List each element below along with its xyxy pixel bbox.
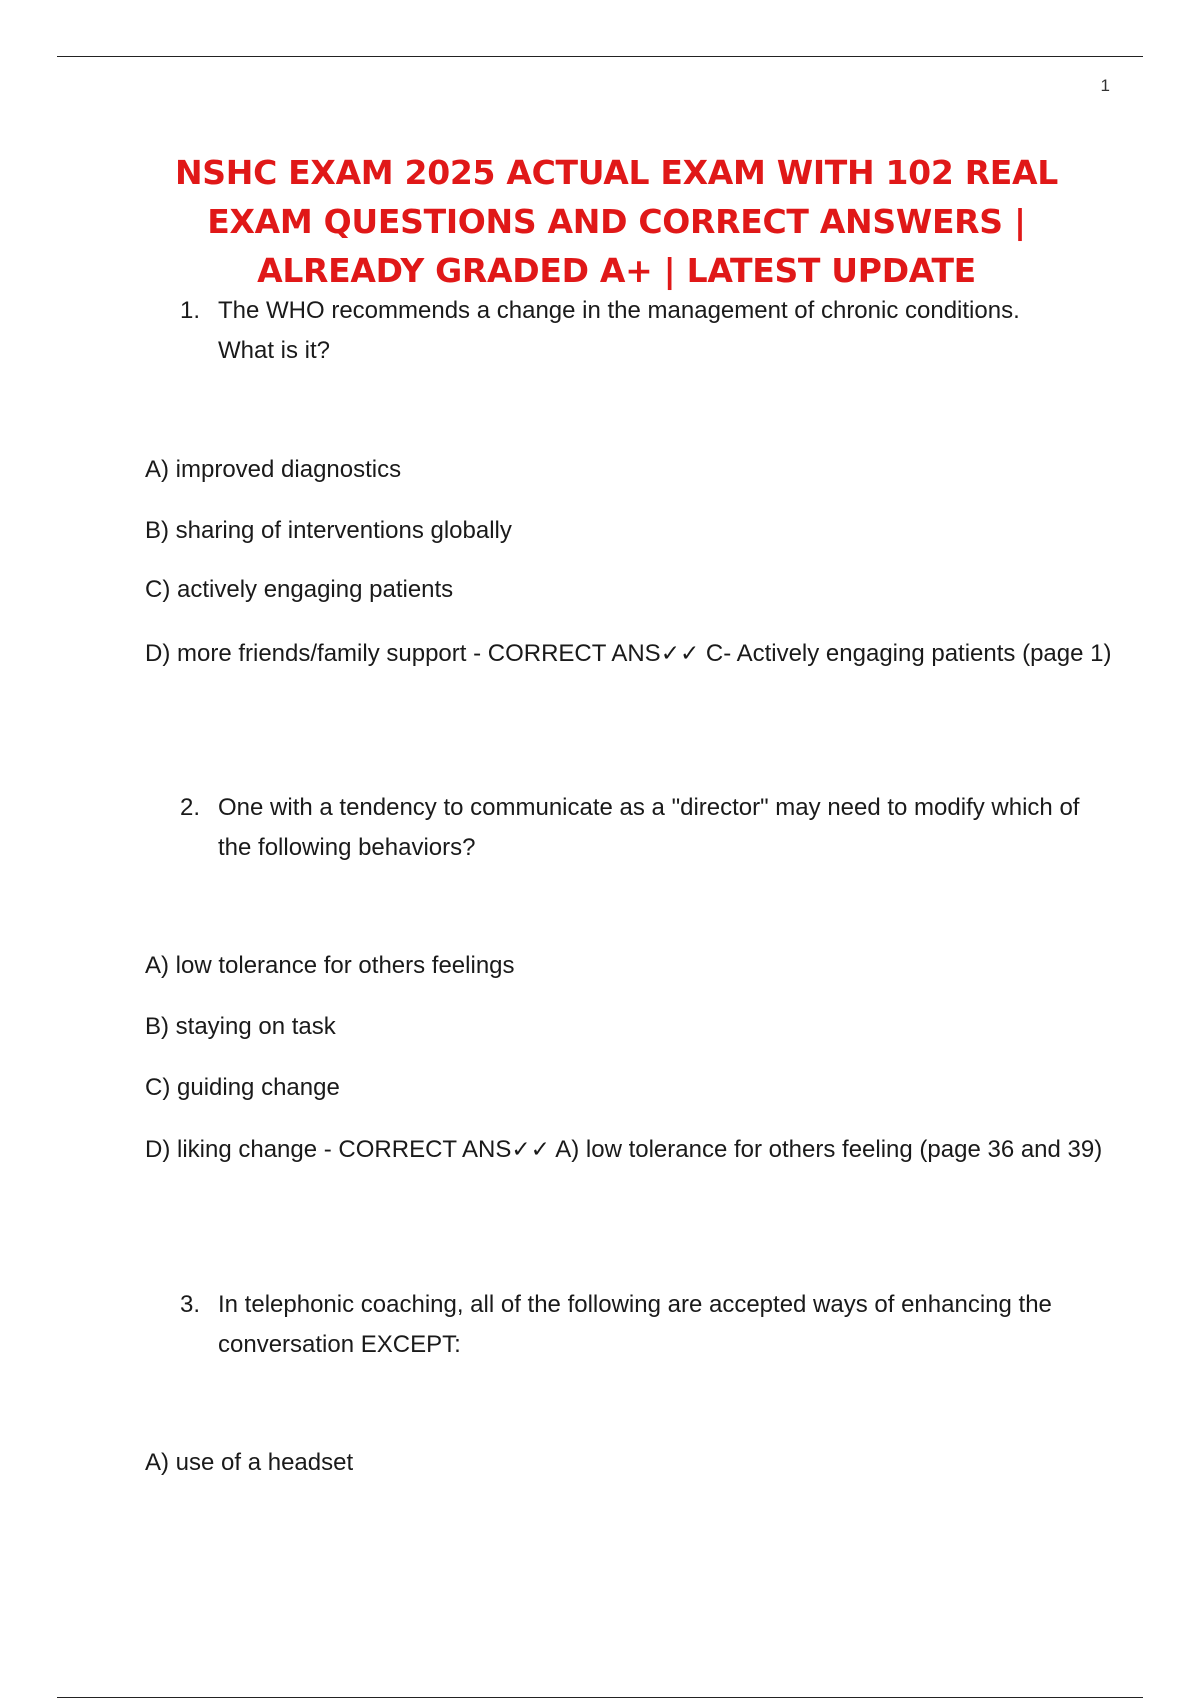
correct-answer: C- Actively engaging patients (page 1)	[699, 640, 1112, 667]
option-c: C) actively engaging patients	[145, 576, 454, 603]
option-a: A) low tolerance for others feelings	[145, 952, 515, 979]
page-number: 1	[1100, 76, 1110, 95]
option-d-text: D) liking change - CORRECT ANS	[145, 1136, 512, 1163]
option-d-text: D) more friends/family support - CORRECT ANS	[145, 640, 661, 667]
correct-answer: A) low tolerance for others feeling (page 36 and 39)	[549, 1136, 1103, 1163]
option-a: A) improved diagnostics	[145, 456, 402, 483]
document-title: NSHC EXAM 2025 ACTUAL EXAM WITH 102 REAL EXAM QUESTIONS AND CORRECT ANSWERS | ALREADY GRADED A+ | LATEST UPDATE	[174, 153, 1059, 290]
option-b: B) sharing of interventions globally	[145, 517, 512, 544]
option-d-with-answer	[145, 637, 1127, 671]
checkmark-icon: ✓✓	[660, 641, 700, 667]
option-b: B) staying on task	[145, 1013, 336, 1040]
bottom-rule	[57, 1697, 1143, 1698]
question-number: 3.	[180, 1291, 201, 1318]
option-a: A) use of a headset	[145, 1449, 354, 1476]
question-number: 1.	[180, 297, 201, 324]
question-2	[180, 788, 1080, 868]
checkmark-icon: ✓✓	[511, 1137, 550, 1163]
question-1	[180, 291, 1080, 371]
question-text: One with a tendency to communicate as a "director" may need to modify which of the following behaviors?	[218, 794, 1080, 861]
top-rule	[57, 56, 1143, 57]
question-text: In telephonic coaching, all of the following are accepted ways of enhancing the conversation EXCEPT:	[218, 1291, 1052, 1358]
question-number: 2.	[180, 794, 201, 821]
question-3	[180, 1285, 1080, 1365]
option-d-with-answer	[145, 1133, 1127, 1167]
option-c: C) guiding change	[145, 1074, 340, 1101]
question-text: The WHO recommends a change in the management of chronic conditions. What is it?	[218, 297, 1020, 364]
